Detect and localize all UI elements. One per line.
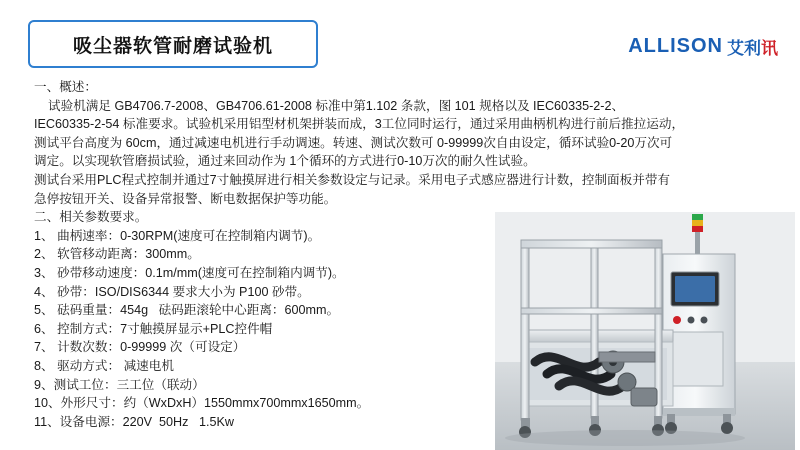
logo-cn-red: 讯 (761, 39, 778, 58)
overview-line-2: IEC60335-2-54 标准要求。试验机采用铝型材机架拼装而成，3工位同时运行，通过采用曲柄机构进行前后推拉运动， (34, 117, 685, 132)
overview-line-5: 测试台采用PLC程式控制并通过7寸触摸屏进行相关参数设定与记录。采用电子式感应器进行计数，控制面板并带有 (34, 172, 671, 187)
param-item: 2、 软管移动距离：300mm。 (34, 247, 200, 262)
param-item: 9、测试工位：三工位（联动） (34, 377, 205, 392)
brand-logo (628, 34, 778, 59)
param-item: 8、 驱动方式： 减速电机 (34, 358, 174, 373)
params-heading: 二、相关参数要求。 (34, 210, 148, 225)
param-item: 10、外形尺寸：约（WxDxH）1550mmx700mmx1650mm。 (34, 396, 370, 411)
overview-heading: 一、概述： (34, 80, 97, 94)
page-title-box (28, 20, 318, 68)
logo-text-cn (727, 34, 778, 59)
param-item: 1、 曲柄速率：0-30RPM(速度可在控制箱内调节)。 (34, 228, 321, 243)
param-item: 5、 砝码重量：454g 砝码距滚轮中心距离：600mm。 (34, 303, 340, 318)
param-item: 6、 控制方式：7寸触摸屏显示+PLC控件帽 (34, 321, 273, 336)
param-item: 11、设备电源：220V 50Hz 1.5Kw (34, 414, 234, 429)
page-title: 吸尘器软管耐磨试验机 (72, 35, 273, 57)
param-item: 4、 砂带：ISO/DIS6344 要求大小为 P100 砂带。 (34, 284, 310, 299)
overview-line-1: 试验机满足 GB4706.7-2008、GB4706.61-2008 标准中第1.102 条款，图 101 规格以及 IEC60335-2-2、 (34, 98, 625, 113)
overview-line-3: 测试平台高度为 60cm，通过减速电机进行手动调速。转速、测试次数可 0-99999次自由设定，循环试验0-20万次可 (34, 135, 673, 150)
param-item: 3、 砂带移动速度：0.1m/mm(速度可在控制箱内调节)。 (34, 265, 345, 280)
machine-photo (495, 212, 795, 450)
overview-line-4: 调定。以实现软管磨损试验，通过来回动作为 1个循环的方式进行0-10万次的耐久性试验。 (34, 154, 536, 169)
logo-text-en: ALLISON (628, 35, 723, 57)
overview-line-6: 急停按钮开关、设备异常报警、断电数据保护等功能。 (34, 191, 337, 206)
param-item: 7、 计数次数：0-99999 次（可设定） (34, 340, 246, 355)
logo-cn-black: 艾利 (727, 39, 761, 58)
